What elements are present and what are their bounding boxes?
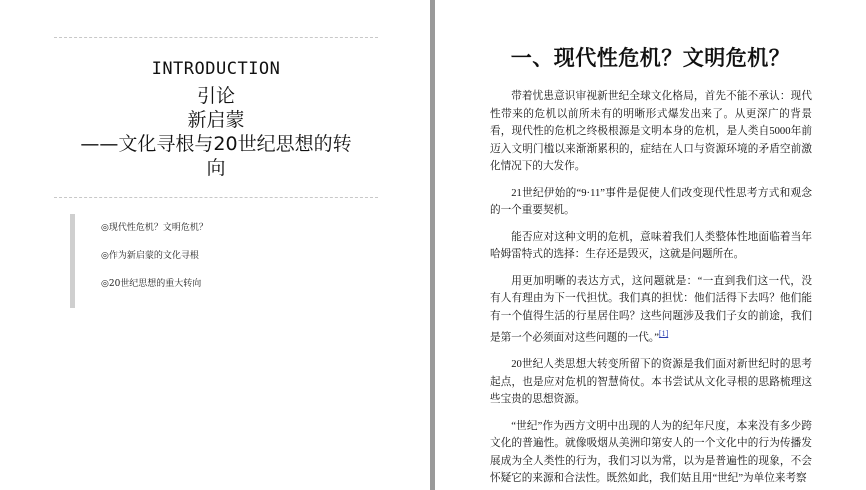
chapter-title-block (54, 54, 378, 180)
paragraph: 21世纪伊始的“9·11”事件是促使人们改变现代性思考方式和观念的一个重要契机。 (490, 187, 812, 216)
toc-item[interactable]: ◎20世纪思想的重大转向 (101, 279, 202, 289)
chapter-subtitle-line1: 新启蒙 (187, 109, 245, 131)
paragraph: 20世纪人类思想大转变所留下的资源是我们面对新世纪时的思考起点，也是应对危机的智慧倚仗。本书尝试从文化寻根的思路梳理这些宝贵的思想资源。 (490, 359, 812, 406)
footnote-link[interactable]: [1] (658, 329, 669, 338)
body-text (435, 88, 866, 488)
paragraph: “世纪”作为西方文明中出现的人为的纪年尺度，本来没有多少跨文化的普遍性。就像吸烟从美洲印第安人的一个文化中的行为传播发展成为全人类性的行为，我们习以为常，以为是普遍性的现象，不会怀疑它的来源和合法性。既然如此，我们姑且用“世纪”为单位来考察 (490, 420, 812, 485)
section-toc (70, 214, 208, 308)
chapter-subtitle-line3: 向 (206, 157, 226, 179)
toc-item[interactable]: ◎作为新启蒙的文化寻根 (101, 251, 199, 261)
left-page (0, 0, 430, 490)
toc-item[interactable]: ◎现代性危机？文明危机？ (101, 223, 208, 233)
paragraph-with-footnote (490, 273, 812, 348)
chapter-title-en: INTRODUCTION (151, 59, 281, 79)
paragraph-text: 用更加明晰的表达方式，这问题就是：“一直到我们这一代，没有人有理由为下一代担忧。我们真的担忧：他们活得下去吗？他们能有一个值得生活的行星居住吗？这些问题涉及我们子女的前途，我们是第一个必须面对这些问题的一代。” (490, 275, 812, 344)
chapter-title-cn: 引论 (196, 85, 235, 107)
paragraph: 能否应对这种文明的危机，意味着我们人类整体性地面临着当年哈姆雷特式的选择：生存还是毁灭，这就是问题所在。 (490, 231, 812, 260)
right-page (435, 0, 866, 490)
chapter-subtitle-line2: ——文化寻根与20世纪思想的转 (80, 133, 352, 155)
section-heading: 一、现代性危机？文明危机？ (510, 46, 791, 70)
paragraph: 带着忧患意识审视新世纪全球文化格局，首先不能不承认：现代性带来的危机以前所未有的明晰形式爆发出来了。从更深广的背景看，现代性的危机之终极根源是文明本身的危机，是人类自5000年前迈入文明门槛以来渐渐累积的，症结在人口与资源环境的矛盾空前激化情况下的大发作。 (490, 91, 812, 172)
bottom-divider (54, 197, 378, 198)
top-divider (54, 37, 378, 38)
